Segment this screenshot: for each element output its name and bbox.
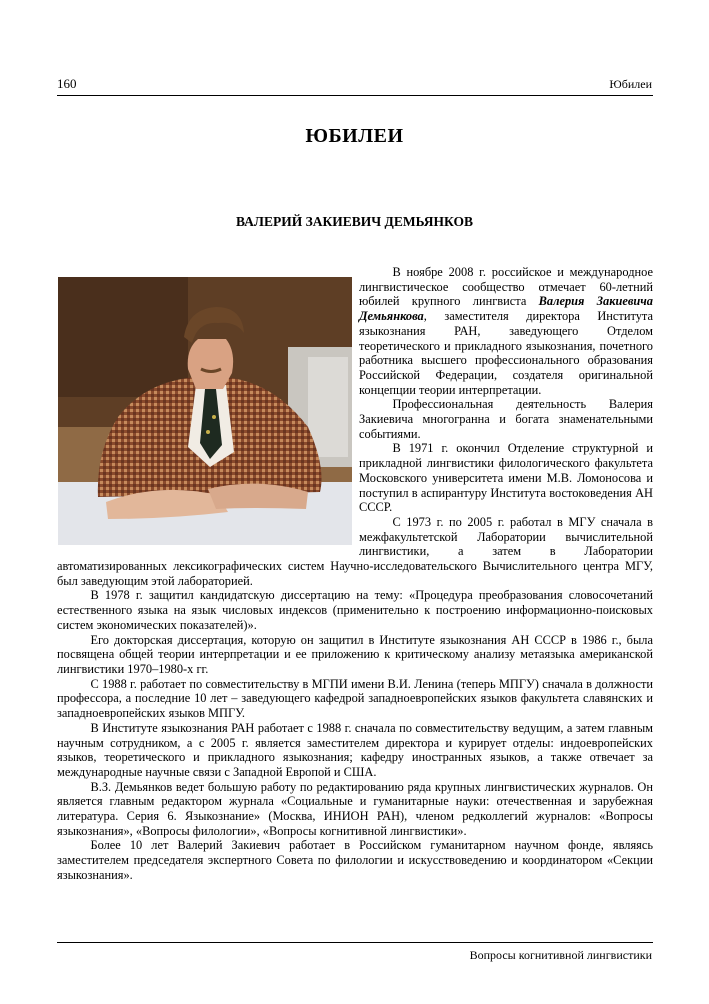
header-rule bbox=[57, 95, 653, 96]
paragraph-7: С 1988 г. работает по совместительству в МГПИ имени В.И. Ленина (теперь МПГУ) сначала в должности профессора, а последние 10 лет – заведующего кафедрой западноевропейских языков факультета славянских и западноевропейских языков МПГУ. bbox=[57, 676, 653, 721]
honoree-name: Валерия Закиевича Демьянкова bbox=[359, 294, 653, 324]
footer-rule bbox=[57, 942, 653, 943]
journal-name: Вопросы когнитивной лингвистики bbox=[469, 948, 652, 962]
paragraph-3: В 1971 г. окончил Отделение структурной и прикладной лингвистики филологического факультета Московского университета имени М.В. Ломоносова и поступил в аспирантуру Института востоковедения АН СССР. bbox=[359, 441, 653, 515]
paragraph-5: В 1978 г. защитил кандидатскую диссертацию на тему: «Процедура преобразования словосочетаний естественного языка на язык числовых индексов (применительно к построению информационно-поисковых систем экономических показателей)». bbox=[57, 588, 653, 632]
photo-wrap-spacer bbox=[57, 265, 359, 552]
paragraph-10: Более 10 лет Валерий Закиевич работает в Российском гуманитарном научном фонде, являясь заместителем председателя экспертного Совета по филологии и искусствоведению и координатором «Секции языкознания». bbox=[57, 838, 653, 882]
paragraph-1-text-before: В ноябре 2008 г. российское и международное лингвистическое сообщество отмечает 60-летний юбилей крупного лингвиста bbox=[359, 265, 653, 309]
paragraph-9: В.З. Демьянков ведет большую работу по редактированию ряда крупных лингвистических журналов. Он является главным редактором журнала «Социальные и гуманитарные науки: отечественная и зарубежная литература. Серия 6. Языкознание» (Москва, ИНИОН РАН), членом редколлегий журналов: «Вопросы языкознания», «Вопросы филологии», «Вопросы когнитивной лингвистики». bbox=[57, 779, 653, 838]
paragraph-4: С 1973 г. по 2005 г. работал в МГУ сначала в межфакультетской Лаборатории вычислительной лингвистики, а затем в Лаборатории автоматизированных лексикографических систем Научно-исследовательского Вычислительного центра МГУ, был заведующим этой лабораторией. bbox=[57, 514, 653, 588]
article-body bbox=[57, 265, 653, 883]
paragraph-2: Профессиональная деятельность Валерия Закиевича многогранна и богата знаменательными событиями. bbox=[359, 397, 653, 441]
running-head: Юбилеи bbox=[609, 77, 652, 91]
paragraph-1-text-after: , заместителя директора Института языкознания РАН, заведующего Отделом теоретического и прикладного языкознания, почетного работника высшего профессионального образования Российской Федерации, создателя оригинальной концепции теории интерпретации. bbox=[359, 309, 653, 397]
paragraph-8: В Институте языкознания РАН работает с 1988 г. сначала по совместительству ведущим, а затем главным научным сотрудником, а с 2005 г. является заместителем директора и курирует отделы: индоевропейских языков, теоретического и прикладного языкознания; кафедру иностранных языков, а также отвечает за международные научные связи с Западной Европой и США. bbox=[57, 720, 653, 779]
page-number: 160 bbox=[57, 76, 77, 91]
section-title: ЮБИЛЕИ bbox=[305, 125, 404, 147]
article-title: ВАЛЕРИЙ ЗАКИЕВИЧ ДЕМЬЯНКОВ bbox=[236, 214, 473, 229]
paragraph-6: Его докторская диссертация, которую он защитил в Институте языкознания АН СССР в 1986 г., была посвящена общей теории интерпретации и ее приложению к критическому анализу метаязыка американской лингвистики 1970–1980-х гг. bbox=[57, 632, 653, 676]
